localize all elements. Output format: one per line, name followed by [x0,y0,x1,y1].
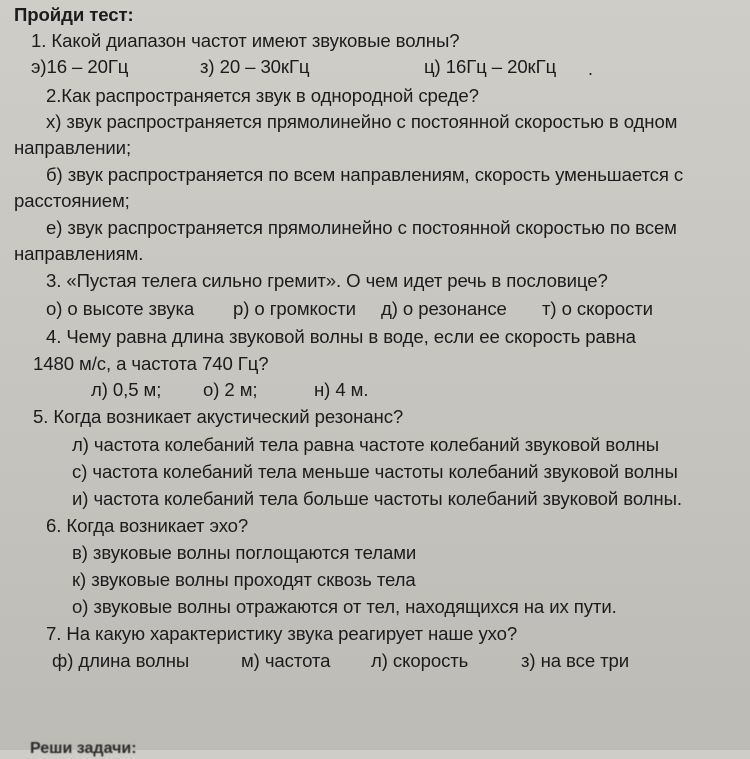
next-section-heading: Реши задачи: [30,740,137,757]
q3-option-t: т) о скорости [542,298,653,319]
stray-mark: . [588,59,594,79]
q2-option-e-line1: е) звук распространяется прямолинейно с постоянной скоростью по всем [46,217,677,238]
test-title: Пройди тест: [14,4,134,25]
q4-option-n: н) 4 м. [314,379,369,400]
question-1: 1. Какой диапазон частот имеют звуковые волны? [31,30,460,51]
q1-option-e: э)16 – 20Гц [31,56,129,77]
question-7: 7. На какую характеристику звука реагирует наше ухо? [46,623,518,644]
q3-option-o: о) о высоте звука [46,298,195,319]
q5-option-s: с) частота колебаний тела меньше частоты колебаний звуковой волны [72,461,678,482]
question-2: 2.Как распространяется звук в однородной среде? [46,85,479,106]
q2-option-e-line2: направлениям. [14,243,144,264]
question-5: 5. Когда возникает акустический резонанс? [33,406,404,427]
q2-option-x-line1: х) звук распространяется прямолинейно с постоянной скоростью в одном [46,111,678,132]
q7-option-m: м) частота [241,650,331,671]
question-3: 3. «Пустая телега сильно гремит». О чем идет речь в пословице? [46,270,608,291]
q2-option-b-line1: б) звук распространяется по всем направлениям, скорость уменьшается с [46,164,684,185]
question-4-line2: 1480 м/с, а частота 740 Гц? [33,353,269,374]
q6-option-k: к) звуковые волны проходят сквозь тела [72,569,416,590]
q4-option-l: л) 0,5 м; [91,379,162,400]
q3-option-r: р) о громкости [233,298,356,319]
q1-option-ts: ц) 16Гц – 20кГц [424,56,557,77]
q2-option-b-line2: расстоянием; [14,190,130,211]
q7-option-l: л) скорость [371,650,469,671]
question-4-line1: 4. Чему равна длина звуковой волны в воде, если ее скорость равна [46,326,636,347]
q6-option-v: в) звуковые волны поглощаются телами [72,542,417,563]
q5-option-l: л) частота колебаний тела равна частоте колебаний звуковой волны [72,434,659,455]
question-6: 6. Когда возникает эхо? [46,515,249,536]
q3-option-d: д) о резонансе [381,298,507,319]
q4-option-o: о) 2 м; [203,379,258,400]
q1-option-z: з) 20 – 30кГц [200,56,310,77]
q7-option-f: ф) длина волны [52,650,190,671]
q2-option-x-line2: направлении; [14,137,132,158]
q5-option-i: и) частота колебаний тела больше частоты колебаний звуковой волны. [72,488,682,509]
q6-option-o: о) звуковые волны отражаются от тел, находящихся на их пути. [72,596,617,617]
q7-option-z: з) на все три [521,650,630,671]
